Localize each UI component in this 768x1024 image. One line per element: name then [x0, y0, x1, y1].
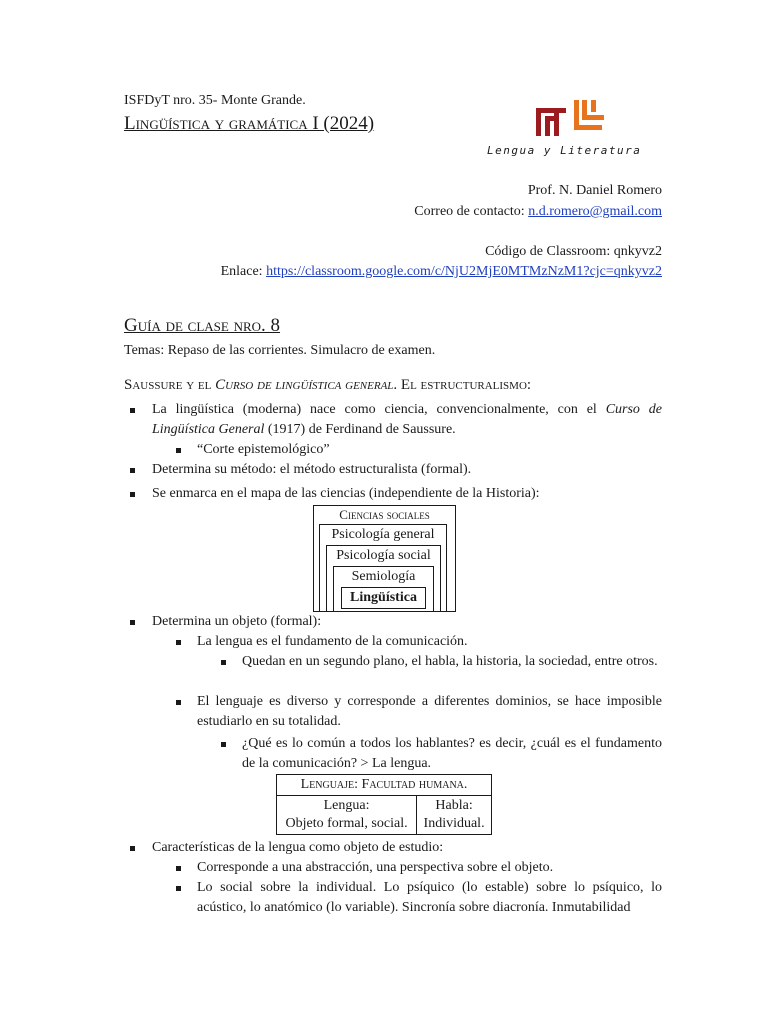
diagram-linguistica	[341, 587, 426, 609]
section-title-part2: . El estructuralismo:	[393, 377, 532, 393]
bullet-marker	[221, 742, 226, 747]
guide-title: Guía de clase nro. 8	[124, 315, 281, 336]
lengua-cell	[277, 796, 417, 835]
logo-caption: Lengua y Literatura	[487, 144, 642, 157]
bullet-marker	[176, 640, 181, 645]
bullet-1-text: La lingüística (moderna) nace como ciencia, convencionalmente, con el	[152, 402, 606, 417]
bullet-marker	[176, 448, 181, 453]
lenguaje-table	[276, 774, 492, 835]
habla-description: Individual.	[423, 816, 485, 831]
habla-cell	[417, 796, 492, 835]
diagram-label-psicologia-social: Psicología social	[336, 548, 431, 563]
bullet-marker	[130, 846, 135, 851]
bullet-marker	[176, 700, 181, 705]
classroom-code: Código de Classroom: qnkyvz2	[485, 244, 662, 259]
bullet-4-sub-1-sub: Quedan en un segundo plano, el habla, la historia, la sociedad, entre otros.	[242, 654, 658, 669]
lengua-literatura-logo	[482, 94, 662, 164]
bullet-marker	[130, 408, 135, 413]
bullet-marker	[176, 886, 181, 891]
section-title	[124, 375, 531, 395]
institution: ISFDyT nro. 35- Monte Grande.	[124, 93, 306, 108]
diagram-label-psicologia-general: Psicología general	[331, 527, 435, 542]
bullet-3: Se enmarca en el mapa de las ciencias (independiente de la Historia):	[152, 486, 540, 501]
bullet-4: Determina un objeto (formal):	[152, 614, 322, 629]
lengua-label: Lengua:	[323, 798, 370, 813]
course-title: Lingüística y gramática I (2024)	[124, 113, 375, 134]
classroom-link-line	[221, 263, 662, 281]
bullet-4-sub-2: El lenguaje es diverso y corresponde a diferentes dominios, se hace imposible estudiarlo en su totalidad.	[197, 694, 662, 729]
classroom-link[interactable]: https://classroom.google.com/c/NjU2MjE0MTMzNzM1?cjc=qnkyvz2	[266, 264, 662, 279]
bullet-1-text-end: (1917) de Ferdinand de Saussure.	[264, 422, 456, 437]
bullet-2: Determina su método: el método estructuralista (formal).	[152, 462, 472, 477]
bullet-5-sub-1: Corresponde a una abstracción, una perspectiva sobre el objeto.	[197, 860, 554, 875]
bullet-1-italic: Curso de Lingüística General	[152, 402, 662, 437]
diagram-label-ciencias-sociales: Ciencias sociales	[339, 507, 430, 522]
email-label: Correo de contacto:	[414, 204, 529, 219]
diagram-label-semiologia: Semiología	[351, 569, 416, 584]
bullet-1-sub: “Corte epistemológico”	[197, 442, 330, 457]
lengua-description: Objeto formal, social.	[285, 816, 408, 831]
guide-topics: Temas: Repaso de las corrientes. Simulacro de examen.	[124, 343, 436, 358]
bullet-marker	[130, 468, 135, 473]
bullet-marker	[130, 620, 135, 625]
bullet-5: Características de la lengua como objeto de estudio:	[152, 840, 444, 855]
lenguaje-header-text: Lenguaje: Facultad humana.	[300, 777, 468, 792]
email-line	[414, 203, 662, 221]
bullet-1	[152, 400, 662, 440]
lenguaje-table-header	[277, 775, 492, 796]
bullet-marker	[176, 866, 181, 871]
bullet-marker	[130, 492, 135, 497]
bullet-marker	[221, 660, 226, 665]
section-title-part1: Saussure y el	[124, 377, 216, 393]
bullet-4-sub-2-sub: ¿Qué es lo común a todos los hablantes? es decir, ¿cuál es el fundamento de la comunicación? > La lengua.	[242, 736, 662, 771]
bullet-5-sub-2: Lo social sobre la individual. Lo psíquico (lo estable) sobre lo psíquico, lo acústico, lo anatómico (lo variable). Sincronía sobre diacronía. Inmutabilidad	[197, 880, 662, 915]
habla-label: Habla:	[435, 798, 473, 813]
section-title-italic: Curso de lingüística general	[215, 377, 394, 393]
link-label: Enlace:	[220, 264, 267, 279]
diagram-label-linguistica: Lingüística	[350, 590, 417, 605]
professor-name: Prof. N. Daniel Romero	[527, 183, 662, 198]
email-link[interactable]: n.d.romero@gmail.com	[528, 204, 662, 219]
bullet-4-sub-1: La lengua es el fundamento de la comunicación.	[197, 634, 468, 649]
